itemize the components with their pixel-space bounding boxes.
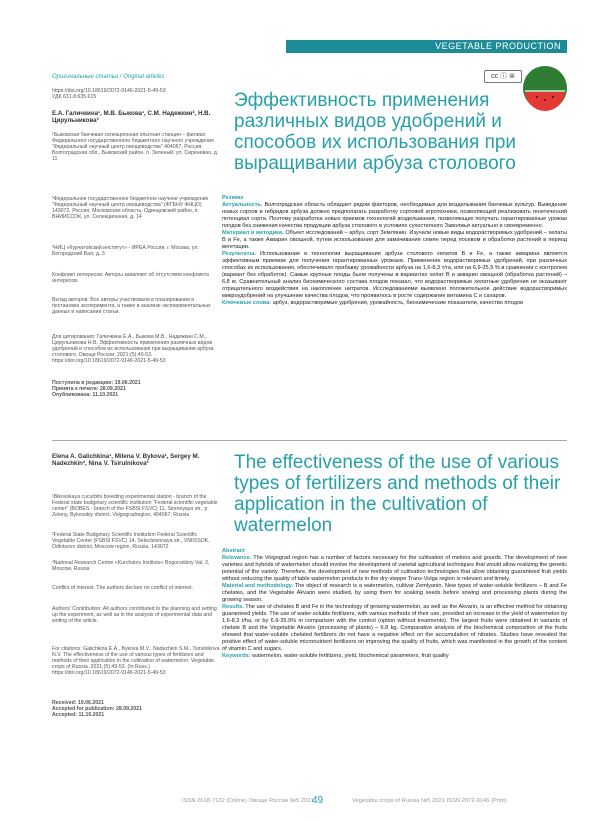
conflict-ru: Конфликт интересов. Авторы заявляют об отсутствии конфликта интересов.: [52, 272, 209, 285]
affiliation-ru-1: ¹Быковская бахчевая селекционная опытная станция – филиал Федерального государственного бюджетного научного учреждения "Федеральный научный центр овощеводства" 404067, Россия, Волгоградская обл., Быковский район, п. Зеленый, ул. Сиреневая, д. 11: [52, 132, 219, 163]
footer-right: Vegetable crops of Russia №5 2021 ISSN 2072-9146 (Print): [352, 798, 507, 804]
dates-en: [52, 700, 220, 718]
conflict-en: Conflict of interest. The authors declare no conflict of interest.: [52, 585, 193, 591]
relevance-label-en: Relevance.: [222, 555, 252, 561]
dates-ru: [52, 380, 220, 398]
affiliation-en-3: ³National Research Centre «Kurchatov Institute» Bogorodskiy Val, 3, Moscow, Russia: [52, 560, 210, 573]
authors-ru: Е.А. Галичкина¹, М.В. Быкова¹, С.М. Надежкин², Н.В. Цирульникова³: [52, 110, 211, 124]
abstract-ru: [222, 195, 567, 307]
affiliation-ru-3: ³НИЦ «Курчатовский институт» - ИРЕА Россия, г. Москва, ул. Богородский Вал, д. 3: [52, 245, 199, 258]
keywords-label-ru: Ключевые слова:: [222, 300, 272, 306]
abstract-heading-en: Abstract: [222, 548, 245, 554]
material-ru: Объект исследований – арбуз, сорт Землянин. Изучали новые виды водорастворимых удобрений – хелаты В и Fe, а также Акварин овощной, путем использования для замачивания семян перед посевом и обработки растений в период вегетации.: [222, 230, 567, 250]
contribution-ru: Вклад авторов: Все авторы участвовали в планировании и постановке эксперимента, а также в анализе экспериментальных данных и написании статьи.: [52, 297, 211, 316]
relevance-ru: Волгоградская область обладает рядом факторов, необходимых для возделывания бахчевых культур. Выведение новых сортов и гибридов арбуза должно предполагать разработку сортовой агротехники, позволяющей реализовать генетический потенциал сорта. Поэтому разработка новых приемов технологий возделывания, позволяющих получать гарантированные урожаи плодов без снижения качества продукции арбуза столового в условиях сухостепного Заволжья актуально и своевременно.: [222, 202, 567, 229]
published-ru: Опубликована: 11.10.2021: [52, 392, 119, 399]
accepted-en: Accepted for publication: 28.09.2021: [52, 706, 142, 713]
citation-ru: Для цитирования: Галичкина Е.А., Быкова М.В., Надежкин С.М., Цирульникова Н.В. Эффективность применения различных видов удобрений и способов их использования при выращивании арбуза столового. Овощи России. 2021;(5):49-53. https://doi.org/10.18619/2072-9146-2021-5-49-53: [52, 334, 214, 365]
keywords-en: watermelon, water-soluble fertilizers, yield, biochemical parameters, fruit quality: [252, 653, 449, 659]
results-label-en: Results.: [222, 604, 244, 610]
published-en: Accepted: 11.10.2021: [52, 712, 105, 719]
creative-commons-badge: cc ⓘ ⊜: [484, 70, 522, 83]
keywords-ru: арбуз, водорастворимые удобрения, урожайность, биохимические показатели, качество плодов: [272, 300, 524, 306]
affiliation-ru-2: ²Федеральное государственное бюджетное научное учреждение "Федеральный научный центр овощеводства" (ФГБНУ ФНЦО) 143072, Россия, Московская область, Одинцовский район, п. ВНИИССОК, ул. Селекционная, д. 14: [52, 196, 209, 221]
accepted-ru: Принята к печати: 28.09.2021: [52, 386, 126, 393]
article-title-en: The effectiveness of the use of various types of fertilizers and methods of their application in the cultivation of watermelon: [234, 452, 561, 536]
received-en: Received: 19.06.2021: [52, 700, 104, 706]
abstract-heading-ru: Резюме: [222, 195, 244, 201]
article-type: Оригинальные статьи / Original articles: [52, 74, 165, 80]
relevance-en: The Volgograd region has a number of factors necessary for the cultivation of melons and gourds. The development of new varieties and hybrids of watermelon should involve the development of varietal agricultural techniques that would allow realizing the genetic potential of the variety. Therefore, the development of new methods of cultivation technologies that allow obtaining guaranteed fruit yields without reducing the quality of table watermelon products in the dry-steppe Trans-Volga region is relevant and timely.: [222, 555, 567, 582]
section-title: VEGETABLE PRODUCTION: [435, 41, 561, 51]
doi-link[interactable]: https://doi.org/10.18619/2072-9146-2021-5-49-53: [52, 88, 166, 94]
received-ru: Поступила в редакцию: 19.06.2021: [52, 380, 141, 386]
keywords-label-en: Keywords:: [222, 653, 251, 659]
results-label-ru: Результаты.: [222, 251, 256, 257]
footer-left: ISSN 2618-7132 (Online) Овощи России №5 2021: [182, 798, 314, 804]
material-label-en: Material and methodology.: [222, 583, 293, 589]
abstract-en: [222, 548, 567, 660]
section-divider: [52, 440, 567, 441]
doi-block: [52, 88, 220, 100]
affiliation-en-1: ¹Bikovskaya cucurbits breeding experimental station - branch of the Federal state budgetary scientific institution "Federal scientific vegetable center" (BOBES - branch of the FSBSI FSVC) 11, Sireneyaya str., p. Zeleny, Bykovskiy district, Volgogradregion, 404067, Russia: [52, 494, 218, 519]
watermelon-image: [522, 65, 568, 111]
affiliation-en-2: ²Federal State Budgetary Scientific Institution Federal Scientific Vegetable Center (FSBSI FSVC) 14, Selectsionnaya str., VNIISSOK, Odintsovo district, Moscow region, Russia, 143072: [52, 532, 210, 551]
material-en: The object of research is a watermelon, cultivar Zemlyanin. New types of water-soluble fertilizers – B and Fe chelates, and the Vegetable Akvarin were studied, by using them for soaking seeds before sowing and processing plants during the growing season.: [222, 583, 568, 603]
citation-en: For citations: Galichkina E.A., Bykova M.V., Nadezhkin S.M., Tsirulnikova N.V. The effectiveness of the use of various types of fertilizers and methods of their application in the cultivation of watermelon. Vegetable crops of Russia. 2021;(5):49-53. (In Russ.) https://doi.org/10.18619/2072-9146-2021-5-49-53: [52, 646, 220, 677]
results-ru: Использование в технологии выращивания арбуза столового хелатов В и Fe, а также акварина является эффективным приемом для получения гарантированных урожаев. Применение водорастворимых удобрений, при различных способах их использования, обеспечивало прибавку урожайности арбуза на 1,6-8,3 т/га, или на 6,9-35,9 % в сравнении с контролем (вариант без обработок). Самые крупные плоды были получены в вариантах хелат В и акварин овощной (обработка растений) – 6,8 кг. Сравнительный анализ биохимического состава плодов показал, что водорастворимые хелатные удобрения не оказывают отрицательного воздействия на накопление нитратов. Исследованиями выявлено положительное действие водорастворимых микроудобрений на улучшение качества плодов, что проявилось в росте содержание витамина С и сахаров.: [222, 251, 567, 299]
relevance-label-ru: Актуальность.: [222, 202, 263, 208]
udk: УДК 631.8:635.615: [52, 94, 97, 101]
contribution-en: Authors' Contribution: All authors contributed to the planning and setting up the experiment, as well as in the analysis of experimental data and writing of the article.: [52, 606, 217, 625]
article-title-ru: Эффективность применения различных видов удобрений и способов их использования при выращивании арбуза столового: [234, 90, 517, 174]
section-header-band: [286, 40, 567, 53]
results-en: The use of chelates B and Fe in the technology of growing watermelon, as well as the Akvarin, is an effective method for obtaining guaranteed yields. The use of water-soluble fertilizers, with various methods of their use, provided an increase in the yield of watermelon by 1.6-8.3 t/ha, or by 6.9-35.9% in comparison with the control (option without treatments). The largest fruits were obtained in variants of chelate B and the Vegetable Akvarin (processing of plants) – 6.8 kg. Comparative analysis of the biochemical composition of the fruits showed that water-soluble chelated fertilizers do not have a negative effect on the accumulation of nitrates. Studies have revealed the positive effect of water-soluble micronutrient fertilizers on improving the quality of fruits, which was manifested in the growth of the content of vitamin C and sugars.: [222, 604, 567, 652]
material-label-ru: Материал и методика.: [222, 230, 284, 236]
page-number: 49: [312, 795, 324, 806]
authors-en: Elena A. Galichkina¹, Milena V. Bykova¹, Sergey M. Nadezhkin², Nina V. Tsirulnikova³: [52, 453, 200, 467]
